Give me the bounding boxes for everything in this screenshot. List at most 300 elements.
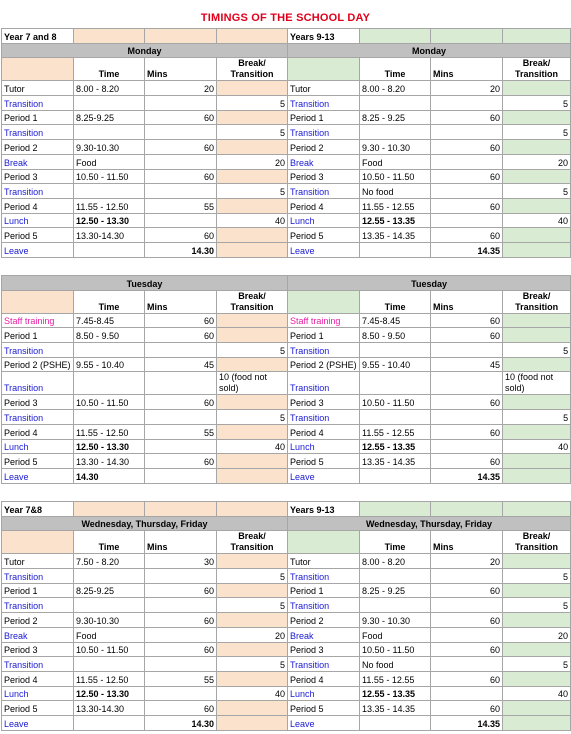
break-cell: [503, 328, 571, 343]
table-row: [2, 454, 571, 469]
break-cell: 5: [217, 410, 288, 425]
row-label: Period 4: [288, 198, 360, 213]
mins-cell: [431, 410, 503, 425]
group-header-fill: [145, 29, 217, 44]
time-cell: 13.35 - 14.35: [360, 228, 431, 243]
time-cell: [360, 715, 431, 730]
day-label-left: Tuesday: [2, 276, 288, 291]
row-label: Lunch: [288, 686, 360, 701]
break-cell: [217, 715, 288, 730]
break-cell: [217, 424, 288, 439]
break-cell: [217, 110, 288, 125]
mins-cell: 60: [145, 454, 217, 469]
table-row: [2, 110, 571, 125]
left-group-label: Year 7&8: [2, 502, 74, 517]
break-cell: [503, 395, 571, 410]
break-cell: [503, 242, 571, 257]
break-cell: [217, 228, 288, 243]
mins-cell: 60: [431, 395, 503, 410]
row-label: Lunch: [288, 439, 360, 454]
row-label: Leave: [2, 715, 74, 730]
row-label: Transition: [2, 184, 74, 199]
break-cell: [503, 715, 571, 730]
time-cell: [360, 372, 431, 395]
day-label-right: Monday: [288, 43, 571, 58]
row-label: Period 1: [2, 110, 74, 125]
mins-cell: [431, 184, 503, 199]
time-cell: 13.35 - 14.35: [360, 701, 431, 716]
time-cell: Food: [360, 627, 431, 642]
mins-cell: 20: [431, 554, 503, 569]
break-cell: [217, 583, 288, 598]
time-cell: 10.50 - 11.50: [360, 395, 431, 410]
row-label: Period 2: [2, 140, 74, 155]
row-label: Period 5: [2, 701, 74, 716]
right-group-label: Years 9-13: [288, 29, 360, 44]
page-title: TIMINGS OF THE SCHOOL DAY: [200, 12, 371, 24]
row-label: Period 4: [2, 198, 74, 213]
time-cell: 10.50 - 11.50: [360, 169, 431, 184]
break-cell: [217, 613, 288, 628]
break-cell: [217, 671, 288, 686]
row-label: Period 5: [2, 454, 74, 469]
mins-cell: 60: [145, 228, 217, 243]
time-cell: 10.50 - 11.50: [360, 642, 431, 657]
mins-cell: 60: [431, 198, 503, 213]
row-label: Tutor: [288, 554, 360, 569]
group-header-fill: [503, 29, 571, 44]
break-cell: [217, 454, 288, 469]
time-cell: 12.50 - 13.30: [74, 439, 145, 454]
table-row: [2, 410, 571, 425]
time-cell: [74, 96, 145, 111]
time-cell: 12.55 - 13.35: [360, 213, 431, 228]
day-row: [2, 516, 571, 531]
row-label: Transition: [288, 125, 360, 140]
mins-cell: 20: [145, 81, 217, 96]
mins-cell: [431, 343, 503, 358]
time-cell: Food: [360, 154, 431, 169]
break-cell: 40: [503, 213, 571, 228]
time-header: Time: [74, 290, 145, 313]
break-cell: [217, 242, 288, 257]
mins-cell: [145, 627, 217, 642]
break-cell: 5: [503, 125, 571, 140]
break-cell: [217, 198, 288, 213]
mins-cell: 60: [431, 671, 503, 686]
time-cell: [74, 598, 145, 613]
table-row: [2, 613, 571, 628]
row-label: Period 5: [288, 228, 360, 243]
break-transition-header: Break/ Transition: [217, 531, 288, 554]
time-cell: 7.45-8.45: [360, 313, 431, 328]
group-header-row: [2, 502, 571, 517]
break-cell: [503, 468, 571, 483]
row-label: Period 5: [2, 228, 74, 243]
table-row: [2, 357, 571, 372]
group-header-fill: [431, 29, 503, 44]
mins-cell: 20: [431, 81, 503, 96]
mins-cell: 60: [145, 583, 217, 598]
mins-cell: [145, 213, 217, 228]
day-label-left: Wednesday, Thursday, Friday: [2, 516, 288, 531]
table-row: [2, 627, 571, 642]
row-label: Period 3: [288, 395, 360, 410]
time-header: Time: [74, 531, 145, 554]
day-label-right: Wednesday, Thursday, Friday: [288, 516, 571, 531]
row-label: Transition: [2, 96, 74, 111]
row-label: Transition: [2, 657, 74, 672]
table-row: [2, 81, 571, 96]
time-cell: [74, 569, 145, 584]
time-cell: 9.55 - 10.40: [74, 357, 145, 372]
mins-cell: 60: [145, 169, 217, 184]
break-cell: 5: [503, 184, 571, 199]
table-row: [2, 169, 571, 184]
time-cell: 9.30 - 10.30: [360, 140, 431, 155]
row-label: Period 3: [2, 642, 74, 657]
table-row: [2, 154, 571, 169]
row-label: Period 2: [288, 140, 360, 155]
group-header-fill: [217, 502, 288, 517]
row-label: Transition: [2, 598, 74, 613]
break-cell: 20: [217, 154, 288, 169]
break-transition-header: Break/ Transition: [503, 58, 571, 81]
time-cell: [74, 343, 145, 358]
left-group-label: Year 7 and 8: [2, 29, 74, 44]
time-cell: [360, 242, 431, 257]
mins-cell: 60: [145, 613, 217, 628]
mins-cell: [431, 657, 503, 672]
break-cell: [217, 642, 288, 657]
row-label: Leave: [288, 715, 360, 730]
row-label: Transition: [288, 96, 360, 111]
day-label-left: Monday: [2, 43, 288, 58]
break-cell: [503, 671, 571, 686]
row-label: Period 1: [288, 583, 360, 598]
row-label: Period 2 (PSHE): [2, 357, 74, 372]
day-label-right: Tuesday: [288, 276, 571, 291]
table-row: [2, 125, 571, 140]
row-label: Period 1: [2, 583, 74, 598]
time-header: Time: [74, 58, 145, 81]
row-label: Period 5: [288, 701, 360, 716]
row-label: Period 1: [288, 328, 360, 343]
break-cell: [503, 554, 571, 569]
row-label: Lunch: [2, 439, 74, 454]
time-cell: 12.50 - 13.30: [74, 213, 145, 228]
break-cell: [503, 140, 571, 155]
header-fill: [2, 290, 74, 313]
row-label: Period 2: [288, 613, 360, 628]
time-cell: 8.00 - 8.20: [360, 81, 431, 96]
row-label: Tutor: [2, 554, 74, 569]
table-row: [2, 213, 571, 228]
break-cell: [503, 228, 571, 243]
group-header-fill: [74, 29, 145, 44]
break-cell: 40: [503, 686, 571, 701]
mins-header: Mins: [431, 290, 503, 313]
time-cell: 12.50 - 13.30: [74, 686, 145, 701]
row-label: Lunch: [2, 686, 74, 701]
time-cell: 13.30-14.30: [74, 228, 145, 243]
mins-cell: [431, 686, 503, 701]
time-cell: 9.30-10.30: [74, 140, 145, 155]
mins-cell: 60: [145, 110, 217, 125]
table-row: [2, 328, 571, 343]
row-label: Transition: [288, 372, 360, 395]
time-cell: 9.55 - 10.40: [360, 357, 431, 372]
row-label: Transition: [288, 598, 360, 613]
table-row: [2, 96, 571, 111]
column-header-row: [2, 531, 571, 554]
mins-cell: 60: [431, 583, 503, 598]
time-cell: [360, 343, 431, 358]
break-cell: 5: [217, 343, 288, 358]
mins-cell: 55: [145, 198, 217, 213]
time-cell: 8.25-9.25: [74, 583, 145, 598]
mins-cell: [431, 598, 503, 613]
mins-cell: 60: [145, 328, 217, 343]
row-label: Staff training: [288, 313, 360, 328]
time-cell: [74, 242, 145, 257]
break-cell: 40: [217, 439, 288, 454]
time-cell: 10.50 - 11.50: [74, 169, 145, 184]
table-row: [2, 686, 571, 701]
row-label: Leave: [288, 242, 360, 257]
schedule-section-2: [1, 275, 571, 484]
break-cell: [217, 701, 288, 716]
mins-cell: 60: [431, 313, 503, 328]
break-cell: 10 (food not sold): [217, 372, 288, 395]
time-cell: 8.25 - 9.25: [360, 110, 431, 125]
table-row: [2, 715, 571, 730]
time-cell: 13.30-14.30: [74, 701, 145, 716]
table-row: [2, 228, 571, 243]
table-row: [2, 424, 571, 439]
break-cell: [217, 395, 288, 410]
break-cell: [503, 642, 571, 657]
time-cell: 12.55 - 13.35: [360, 686, 431, 701]
time-header: Time: [360, 58, 431, 81]
schedule-section-3: [1, 501, 571, 731]
header-fill: [288, 290, 360, 313]
row-label: Tutor: [2, 81, 74, 96]
mins-cell: 60: [145, 642, 217, 657]
row-label: Transition: [288, 657, 360, 672]
time-cell: 11.55 - 12.50: [74, 198, 145, 213]
break-cell: 5: [503, 657, 571, 672]
time-cell: 7.50 - 8.20: [74, 554, 145, 569]
row-label: Lunch: [288, 213, 360, 228]
time-cell: 8.25 - 9.25: [360, 583, 431, 598]
break-cell: [503, 583, 571, 598]
mins-cell: [431, 627, 503, 642]
break-cell: 20: [503, 627, 571, 642]
mins-cell: [145, 96, 217, 111]
table-row: [2, 671, 571, 686]
break-cell: [503, 424, 571, 439]
table-row: [2, 140, 571, 155]
row-label: Leave: [2, 468, 74, 483]
right-group-label: Years 9-13: [288, 502, 360, 517]
mins-cell: 60: [431, 454, 503, 469]
mins-cell: 60: [431, 169, 503, 184]
break-cell: 40: [503, 439, 571, 454]
row-label: Transition: [288, 569, 360, 584]
break-cell: 5: [503, 343, 571, 358]
time-cell: 14.30: [74, 468, 145, 483]
table-row: [2, 701, 571, 716]
row-label: Period 3: [288, 642, 360, 657]
time-header: Time: [360, 531, 431, 554]
break-cell: 5: [217, 657, 288, 672]
break-cell: [217, 313, 288, 328]
mins-cell: [145, 569, 217, 584]
break-cell: [503, 454, 571, 469]
break-cell: [503, 169, 571, 184]
mins-cell: [431, 439, 503, 454]
table-row: [2, 372, 571, 395]
mins-cell: 60: [145, 313, 217, 328]
time-cell: No food: [360, 657, 431, 672]
mins-cell: [145, 125, 217, 140]
break-transition-header: Break/ Transition: [503, 290, 571, 313]
time-cell: 12.55 - 13.35: [360, 439, 431, 454]
row-label: Period 4: [2, 671, 74, 686]
break-cell: 5: [503, 569, 571, 584]
time-cell: [74, 657, 145, 672]
mins-cell: 14.35: [431, 242, 503, 257]
mins-header: Mins: [145, 290, 217, 313]
break-cell: [503, 81, 571, 96]
time-cell: 11.55 - 12.55: [360, 424, 431, 439]
table-row: [2, 439, 571, 454]
break-cell: 5: [217, 96, 288, 111]
break-cell: [503, 613, 571, 628]
break-cell: [217, 328, 288, 343]
header-fill: [2, 531, 74, 554]
break-cell: 5: [217, 125, 288, 140]
mins-cell: [145, 410, 217, 425]
table-row: [2, 642, 571, 657]
time-cell: 13.30 - 14.30: [74, 454, 145, 469]
column-header-row: [2, 290, 571, 313]
row-label: Leave: [288, 468, 360, 483]
table-row: [2, 657, 571, 672]
time-cell: 11.55 - 12.50: [74, 671, 145, 686]
table-row: [2, 242, 571, 257]
row-label: Transition: [2, 569, 74, 584]
mins-cell: 60: [145, 701, 217, 716]
row-label: Tutor: [288, 81, 360, 96]
mins-cell: [431, 372, 503, 395]
table-row: [2, 598, 571, 613]
row-label: Period 3: [2, 395, 74, 410]
time-cell: [360, 598, 431, 613]
header-fill: [288, 531, 360, 554]
break-cell: 40: [217, 213, 288, 228]
table-row: [2, 198, 571, 213]
schedule-section-1: [1, 28, 571, 258]
time-cell: [360, 468, 431, 483]
mins-header: Mins: [431, 531, 503, 554]
time-cell: 13.35 - 14.35: [360, 454, 431, 469]
break-cell: 5: [217, 569, 288, 584]
row-label: Period 4: [288, 424, 360, 439]
time-cell: Food: [74, 154, 145, 169]
time-cell: [74, 184, 145, 199]
break-cell: 5: [217, 598, 288, 613]
row-label: Period 4: [288, 671, 360, 686]
time-cell: 11.55 - 12.55: [360, 671, 431, 686]
group-header-fill: [74, 502, 145, 517]
group-header-row: [2, 29, 571, 44]
mins-cell: 60: [431, 613, 503, 628]
mins-cell: [145, 686, 217, 701]
break-cell: [217, 357, 288, 372]
break-cell: [503, 701, 571, 716]
mins-cell: 60: [431, 140, 503, 155]
row-label: Period 1: [288, 110, 360, 125]
table-row: [2, 583, 571, 598]
row-label: Period 4: [2, 424, 74, 439]
break-cell: 5: [217, 184, 288, 199]
break-cell: [217, 468, 288, 483]
mins-cell: [145, 439, 217, 454]
row-label: Period 3: [2, 169, 74, 184]
mins-cell: 55: [145, 424, 217, 439]
mins-cell: [431, 154, 503, 169]
break-cell: 5: [503, 96, 571, 111]
break-cell: 10 (food not sold): [503, 372, 571, 395]
time-cell: [74, 715, 145, 730]
table-row: [2, 395, 571, 410]
day-row: [2, 43, 571, 58]
row-label: Break: [2, 154, 74, 169]
time-cell: 8.00 - 8.20: [74, 81, 145, 96]
break-transition-header: Break/ Transition: [503, 531, 571, 554]
mins-cell: [145, 343, 217, 358]
row-label: Leave: [2, 242, 74, 257]
row-label: Transition: [288, 343, 360, 358]
mins-cell: 60: [431, 701, 503, 716]
row-label: Transition: [2, 410, 74, 425]
time-cell: 8.00 - 8.20: [360, 554, 431, 569]
mins-cell: 30: [145, 554, 217, 569]
mins-cell: [431, 125, 503, 140]
break-cell: [217, 140, 288, 155]
row-label: Transition: [288, 184, 360, 199]
break-cell: [503, 110, 571, 125]
mins-cell: 60: [431, 328, 503, 343]
time-cell: 8.50 - 9.50: [74, 328, 145, 343]
mins-cell: 14.30: [145, 242, 217, 257]
mins-cell: [431, 213, 503, 228]
mins-cell: [145, 657, 217, 672]
row-label: Period 5: [288, 454, 360, 469]
table-row: [2, 569, 571, 584]
break-cell: [503, 357, 571, 372]
mins-header: Mins: [431, 58, 503, 81]
time-cell: 10.50 - 11.50: [74, 395, 145, 410]
time-cell: 9.30 - 10.30: [360, 613, 431, 628]
break-cell: [217, 169, 288, 184]
mins-cell: 45: [145, 357, 217, 372]
time-cell: 8.25-9.25: [74, 110, 145, 125]
mins-cell: 60: [431, 110, 503, 125]
table-row: [2, 468, 571, 483]
